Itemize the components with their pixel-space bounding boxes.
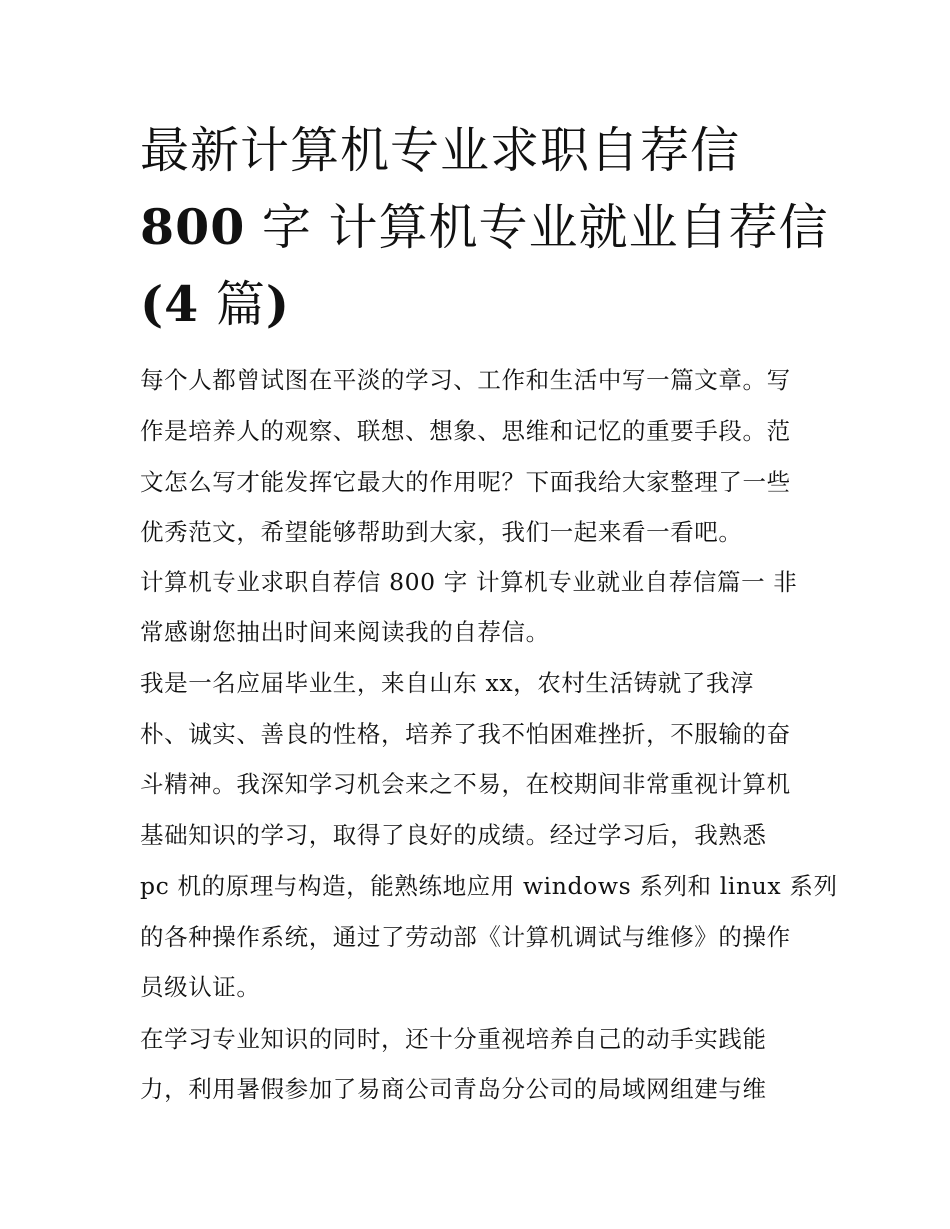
document-title: [140, 112, 829, 343]
body-line-5: 计算机专业求职自荐信 800 字 计算机专业就业自荐信篇一 非: [140, 568, 798, 596]
body-line-6: 常感谢您抽出时间来阅读我的自荐信。: [140, 618, 550, 646]
body-line-2: 作是培养人的观察、联想、想象、思维和记忆的重要手段。范: [140, 417, 791, 445]
title-line-2: [140, 189, 829, 266]
title-line-3: [140, 266, 820, 343]
body-line-14: 在学习专业知识的同时，还十分重视培养自己的动手实践能: [140, 1025, 767, 1053]
body-line-7: 我是一名应届毕业生，来自山东 xx，农村生活铸就了我淳: [140, 669, 755, 697]
body-line-1: 每个人都曾试图在平淡的学习、工作和生活中写一篇文章。写: [140, 366, 791, 394]
body-line-11: pc 机的原理与构造，能熟练地应用 windows 系列和 linux 系列: [140, 872, 838, 900]
title-line-2-text: 字 计算机专业就业自荐信: [245, 199, 829, 256]
title-paren-close: ): [265, 275, 291, 333]
title-line-1: 最新计算机专业求职自荐信: [140, 122, 741, 179]
body-line-15: 力，利用暑假参加了易商公司青岛分公司的局域网组建与维: [140, 1075, 767, 1103]
body-line-8: 朴、诚实、善良的性格，培养了我不怕困难挫折，不服输的奋: [140, 720, 791, 748]
title-word-count: 800: [140, 198, 246, 256]
body-line-12: 的各种操作系统，通过了劳动部《计算机调试与维修》的操作: [140, 923, 791, 951]
body-line-3: 文怎么写才能发挥它最大的作用呢？下面我给大家整理了一些: [140, 468, 791, 496]
body-line-10: 基础知识的学习，取得了良好的成绩。经过学习后，我熟悉: [140, 821, 767, 849]
body-line-4: 优秀范文，希望能够帮助到大家，我们一起来看一看吧。: [140, 518, 743, 546]
body-line-9: 斗精神。我深知学习机会来之不易，在校期间非常重视计算机: [140, 770, 791, 798]
title-paren-open: (4: [140, 275, 200, 333]
title-pian: 篇: [199, 276, 266, 333]
body-line-13: 员级认证。: [140, 973, 261, 1001]
